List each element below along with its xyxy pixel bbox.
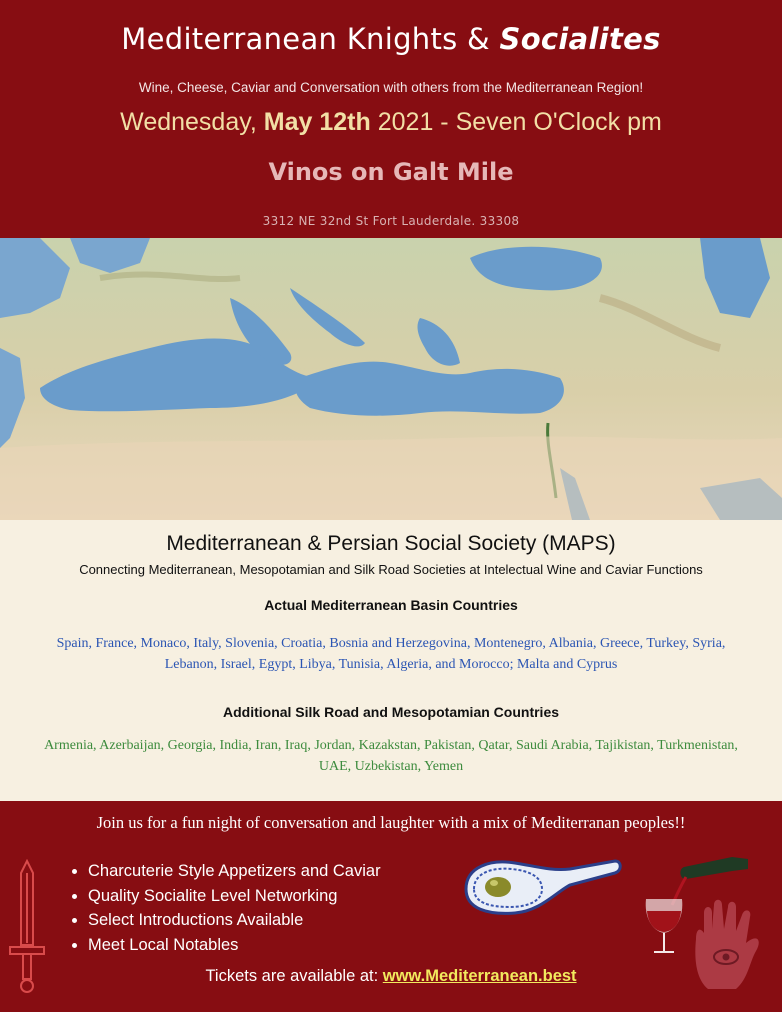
silk-road-countries: Armenia, Azerbaijan, Georgia, India, Iran, Iraq, Jordan, Kazakstan, Pakistan, Qatar, Saudi Arabia, Tajikistan, Turkmenistan, UAE, Uzbekistan, Yemen <box>44 738 738 774</box>
invitation-text: Join us for a fun night of conversation and laughter with a mix of Mediterranan peoples!! <box>96 813 686 832</box>
venue-name: Vinos on Galt Mile <box>268 158 514 186</box>
features-list <box>68 859 381 957</box>
mediterranean-heading: Actual Mediterranean Basin Countries <box>264 597 518 613</box>
title-main: Mediterranean Knights & <box>121 22 490 56</box>
header <box>0 0 782 238</box>
feature-item: • Quality Socialite Level Networking <box>88 884 381 909</box>
date-bold: May 12th <box>263 108 371 136</box>
tagline: Wine, Cheese, Caviar and Conversation with others from the Mediterranean Region! <box>138 80 644 95</box>
caviar-spoon-icon <box>460 853 624 921</box>
mediterranean-countries: Spain, France, Monaco, Italy, Slovenia, Croatia, Bosnia and Herzegovina, Montenegro, Albania, Greece, Turkey, Syria, Lebanon, Israel, Egypt, Libya, Tunisia, Algeria, and Morocco; Malta and Cyprus <box>56 636 726 672</box>
tickets-prefix: Tickets are available at: <box>205 967 379 985</box>
date-prefix: Wednesday, <box>120 108 257 136</box>
map-illustration <box>0 238 782 520</box>
date-suffix: 2021 - Seven O'Clock pm <box>377 108 662 136</box>
venue-address: 3312 NE 32nd St Fort Lauderdale. 33308 <box>262 214 520 228</box>
info-panel <box>0 520 782 801</box>
silk-road-heading: Additional Silk Road and Mesopotamian Countries <box>222 704 560 720</box>
title-emphasis: Socialites <box>499 22 661 56</box>
mediterranean-map <box>0 238 782 520</box>
tickets-line <box>0 967 782 986</box>
society-title: Mediterranean & Persian Social Society (MAPS) <box>166 532 616 555</box>
event-date <box>0 108 782 137</box>
tickets-link[interactable]: www.Mediterranean.best <box>382 967 577 985</box>
society-subtitle: Connecting Mediterranean, Mesopotamian and Silk Road Societies at Intelectual Wine and Caviar Functions <box>79 562 703 577</box>
feature-item: • Select Introductions Available <box>88 908 381 933</box>
bottom-section <box>0 801 782 1012</box>
event-title <box>0 22 782 56</box>
feature-item: • Charcuterie Style Appetizers and Caviar <box>88 859 381 884</box>
feature-item: • Meet Local Notables <box>88 933 381 958</box>
